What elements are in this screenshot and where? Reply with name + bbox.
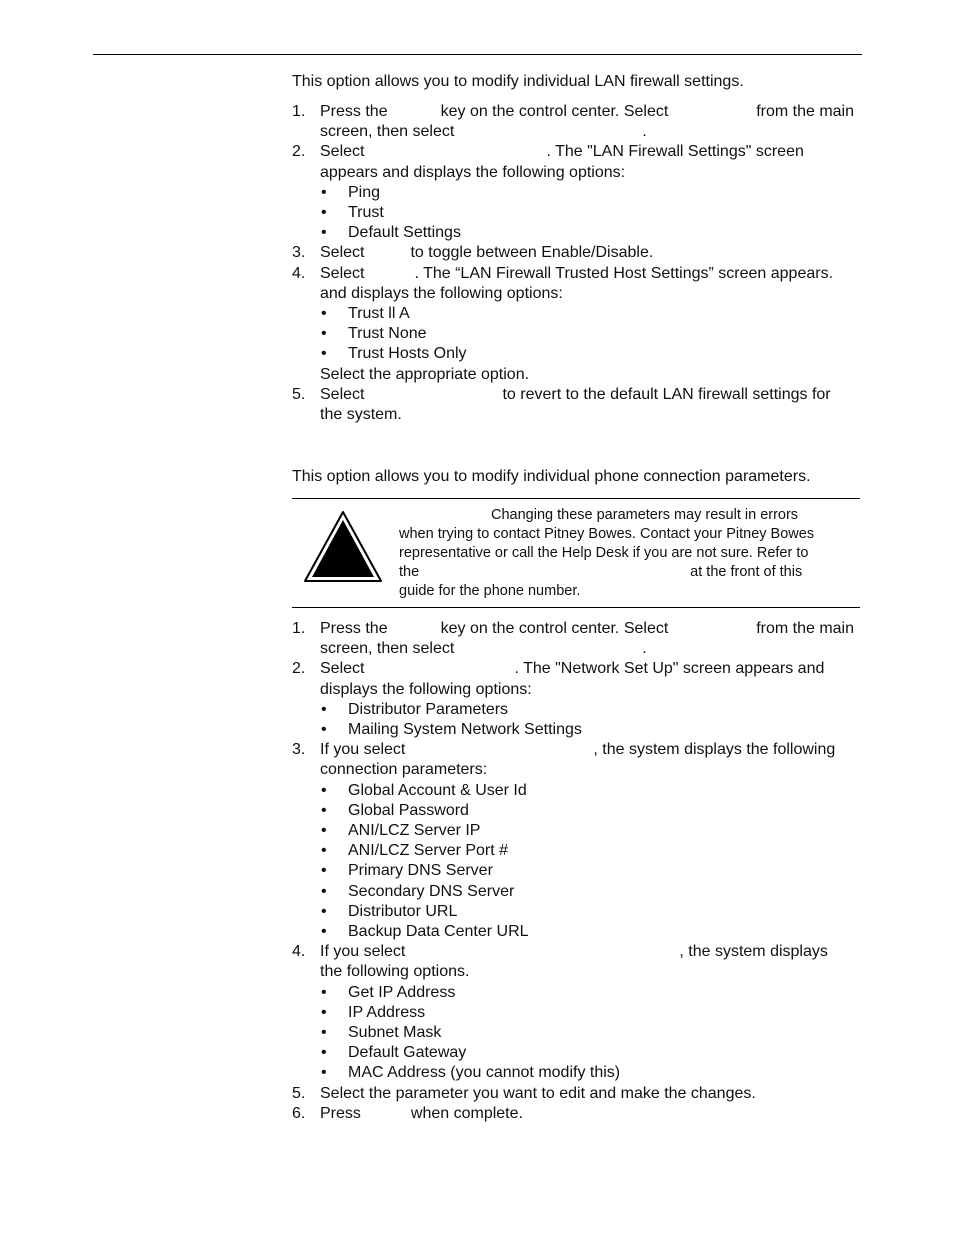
lan-step-1: 1. Press the key on the control center. Select from the main [292, 103, 854, 120]
lan-steps [292, 102, 862, 425]
phone-step-1: 1. Press the key on the control center. Select from the main [292, 620, 854, 637]
list-item: • IP Address [292, 1003, 862, 1023]
list-item: • Ping [292, 183, 862, 203]
list-item: • Distributor Parameters [292, 700, 862, 720]
phone-steps [292, 619, 862, 1124]
list-item: • Mailing System Network Settings [292, 720, 862, 740]
list-item: • Trust ll A [292, 304, 862, 324]
list-item: • Trust [292, 203, 862, 223]
phone-step-2: 2. Select . The "Network Set Up" screen appears and [292, 660, 825, 678]
warning-bottom-rule [292, 607, 860, 608]
lan-step-4-note: Select the appropriate option. [320, 365, 530, 383]
lan-step-2: 2. Select . The "LAN Firewall Settings" screen [292, 143, 804, 161]
phone-step-6: 6. Press when complete. [292, 1104, 523, 1122]
lan-step-3: 3. Select to toggle between Enable/Disable. [292, 244, 654, 262]
list-item: • Default Settings [292, 223, 862, 243]
list-item: • Distributor URL [292, 902, 862, 922]
phone-intro: This option allows you to modify individual phone connection parameters. [292, 468, 811, 485]
header-rule [93, 54, 862, 55]
list-item: • Get IP Address [292, 983, 862, 1003]
lan-intro: This option allows you to modify individual LAN firewall settings. [292, 73, 744, 90]
phone-step-5: 5. Select the parameter you want to edit and make the changes. [292, 1084, 756, 1102]
phone-step-4-cont: the following options. [320, 963, 470, 981]
list-item: • Global Account & User Id [292, 781, 862, 801]
lan-step-4-cont: and displays the following options: [320, 284, 563, 302]
lan-step-5-cont: the system. [320, 406, 402, 424]
warning-top-rule [292, 498, 860, 499]
list-item: • Primary DNS Server [292, 861, 862, 881]
lan-step-4: 4. Select . The “LAN Firewall Trusted Host Settings” screen appears. [292, 264, 834, 282]
lan-step-5: 5. Select to revert to the default LAN firewall settings for [292, 385, 831, 403]
list-item: • ANI/LCZ Server IP [292, 821, 862, 841]
phone-step-1-cont: screen, then select . [320, 640, 647, 658]
list-item: • Default Gateway [292, 1043, 862, 1063]
warning-caution-text: Changing these parameters may result in errors when trying to contact Pitney Bowes. Contact your Pitney Bowes representative or call the Help Desk if you are not sure. Refer to the at the front of this guide for the phone number. [399, 507, 815, 599]
list-item: • Trust Hosts Only [292, 344, 862, 364]
lan-step-1-cont: screen, then select . [320, 123, 647, 141]
list-item: • Trust None [292, 324, 862, 344]
list-item: • Secondary DNS Server [292, 882, 862, 902]
warning-triangle-icon [302, 509, 384, 585]
list-item: • Global Password [292, 801, 862, 821]
list-item: • Backup Data Center URL [292, 922, 862, 942]
phone-step-2-cont: displays the following options: [320, 680, 532, 698]
phone-step-3: 3. If you select , the system displays the following [292, 741, 836, 759]
phone-step-4: 4. If you select , the system displays [292, 943, 828, 961]
list-item: • MAC Address (you cannot modify this) [292, 1063, 862, 1083]
list-item: • ANI/LCZ Server Port # [292, 841, 862, 861]
phone-step-3-cont: connection parameters: [320, 761, 488, 779]
list-item: • Subnet Mask [292, 1023, 862, 1043]
lan-step-2-cont: appears and displays the following options: [320, 163, 626, 181]
